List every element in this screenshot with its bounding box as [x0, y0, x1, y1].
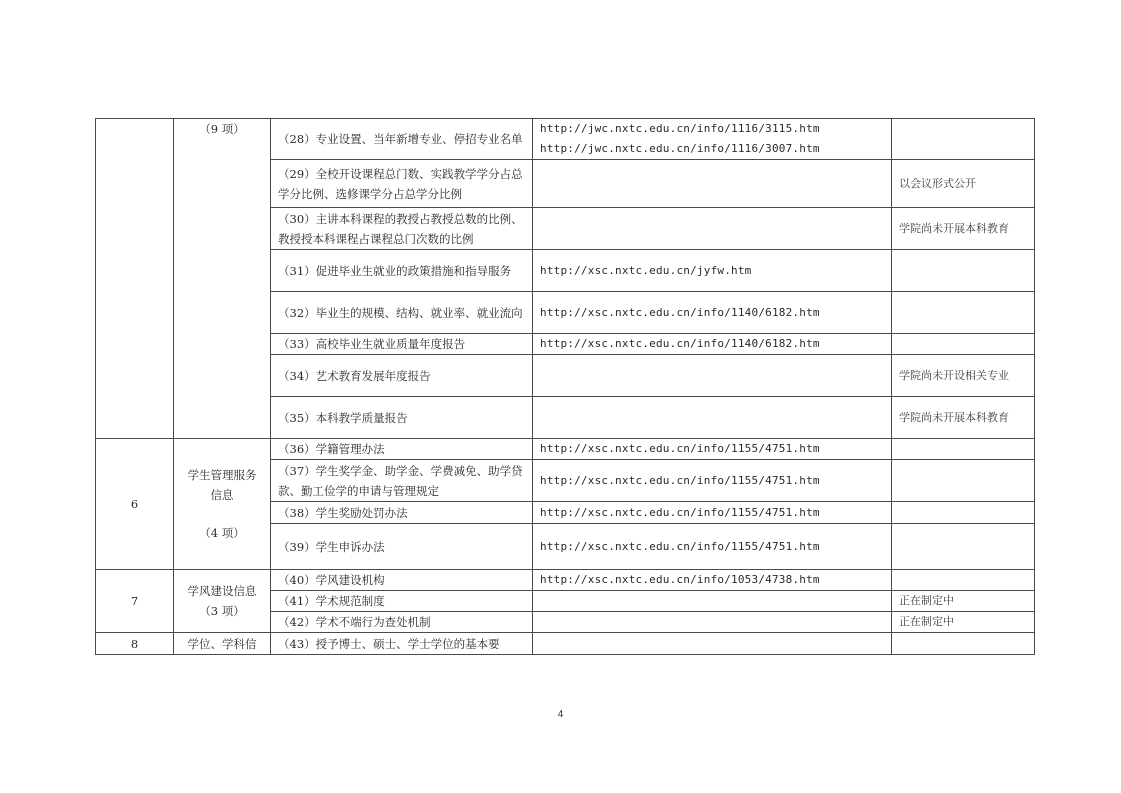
- item-cell: （30）主讲本科课程的教授占教授总数的比例、教授授本科课程占课程总门次数的比例: [271, 208, 533, 250]
- note-cell: [892, 334, 1035, 355]
- group-number-cell: 8: [96, 633, 174, 655]
- note-cell: [892, 460, 1035, 502]
- disclosure-table: [95, 118, 1035, 655]
- item-cell: （28）专业设置、当年新增专业、停招专业名单: [271, 119, 533, 160]
- url-cell[interactable]: [533, 397, 892, 439]
- url-cell[interactable]: [533, 633, 892, 655]
- url-cell[interactable]: [533, 208, 892, 250]
- note-cell: [892, 524, 1035, 570]
- group-title: 学风建设信息: [187, 584, 257, 598]
- item-cell: （33）高校毕业生就业质量年度报告: [271, 334, 533, 355]
- item-cell: （39）学生申诉办法: [271, 524, 533, 570]
- note-cell: [892, 292, 1035, 334]
- page-number: 4: [557, 709, 564, 720]
- url-cell[interactable]: [533, 160, 892, 208]
- url-cell[interactable]: http://xsc.nxtc.edu.cn/info/1155/4751.htm: [533, 460, 892, 502]
- group-number-cell: [96, 119, 174, 439]
- url-cell: [533, 119, 892, 160]
- note-cell: 正在制定中: [892, 612, 1035, 633]
- url-cell[interactable]: http://xsc.nxtc.edu.cn/info/1155/4751.htm: [533, 502, 892, 524]
- item-cell: （31）促进毕业生就业的政策措施和指导服务: [271, 250, 533, 292]
- group-category-cell: 学位、学科信: [174, 633, 271, 655]
- url-cell[interactable]: http://xsc.nxtc.edu.cn/info/1053/4738.htm: [533, 570, 892, 591]
- url-cell[interactable]: [533, 591, 892, 612]
- url-cell[interactable]: [533, 612, 892, 633]
- url-cell[interactable]: http://xsc.nxtc.edu.cn/info/1140/6182.htm: [533, 334, 892, 355]
- group-count: （4 项）: [199, 526, 245, 540]
- item-cell: （43）授予博士、硕士、学士学位的基本要: [271, 633, 533, 655]
- note-cell: 正在制定中: [892, 591, 1035, 612]
- item-cell: （40）学风建设机构: [271, 570, 533, 591]
- table-row: [96, 439, 1035, 460]
- group-count: （9 项）: [199, 122, 245, 136]
- item-cell: （29）全校开设课程总门数、实践教学学分占总学分比例、选修课学分占总学分比例: [271, 160, 533, 208]
- note-cell: 以会议形式公开: [892, 160, 1035, 208]
- url-cell[interactable]: http://xsc.nxtc.edu.cn/info/1155/4751.htm: [533, 439, 892, 460]
- note-cell: [892, 119, 1035, 160]
- url-cell[interactable]: http://xsc.nxtc.edu.cn/jyfw.htm: [533, 250, 892, 292]
- group-title: 学生管理服务: [187, 468, 257, 482]
- table-row: [96, 570, 1035, 591]
- url-link[interactable]: http://jwc.nxtc.edu.cn/info/1116/3007.htm: [540, 142, 820, 155]
- note-cell: [892, 502, 1035, 524]
- note-cell: [892, 570, 1035, 591]
- url-cell[interactable]: [533, 355, 892, 397]
- note-cell: 学院尚未开设相关专业: [892, 355, 1035, 397]
- group-count: （3 项）: [199, 604, 245, 618]
- table-row: [96, 633, 1035, 655]
- item-cell: （36）学籍管理办法: [271, 439, 533, 460]
- item-cell: （35）本科教学质量报告: [271, 397, 533, 439]
- group-number-cell: 6: [96, 439, 174, 570]
- group-number-cell: 7: [96, 570, 174, 633]
- group-category-cell: [174, 439, 271, 570]
- note-cell: [892, 439, 1035, 460]
- table-row: [96, 119, 1035, 160]
- item-cell: （34）艺术教育发展年度报告: [271, 355, 533, 397]
- item-cell: （37）学生奖学金、助学金、学费减免、助学贷款、勤工俭学的申请与管理规定: [271, 460, 533, 502]
- url-cell[interactable]: http://xsc.nxtc.edu.cn/info/1140/6182.htm: [533, 292, 892, 334]
- note-cell: [892, 633, 1035, 655]
- url-link[interactable]: http://jwc.nxtc.edu.cn/info/1116/3115.htm: [540, 122, 820, 135]
- group-category-cell: [174, 570, 271, 633]
- note-cell: 学院尚未开展本科教育: [892, 397, 1035, 439]
- item-cell: （41）学术规范制度: [271, 591, 533, 612]
- group-category-cell: [174, 119, 271, 439]
- item-cell: （32）毕业生的规模、结构、就业率、就业流向: [271, 292, 533, 334]
- item-cell: （38）学生奖励处罚办法: [271, 502, 533, 524]
- group-title: 信息: [210, 488, 234, 502]
- item-cell: （42）学术不端行为查处机制: [271, 612, 533, 633]
- url-cell[interactable]: http://xsc.nxtc.edu.cn/info/1155/4751.htm: [533, 524, 892, 570]
- note-cell: [892, 250, 1035, 292]
- note-cell: 学院尚未开展本科教育: [892, 208, 1035, 250]
